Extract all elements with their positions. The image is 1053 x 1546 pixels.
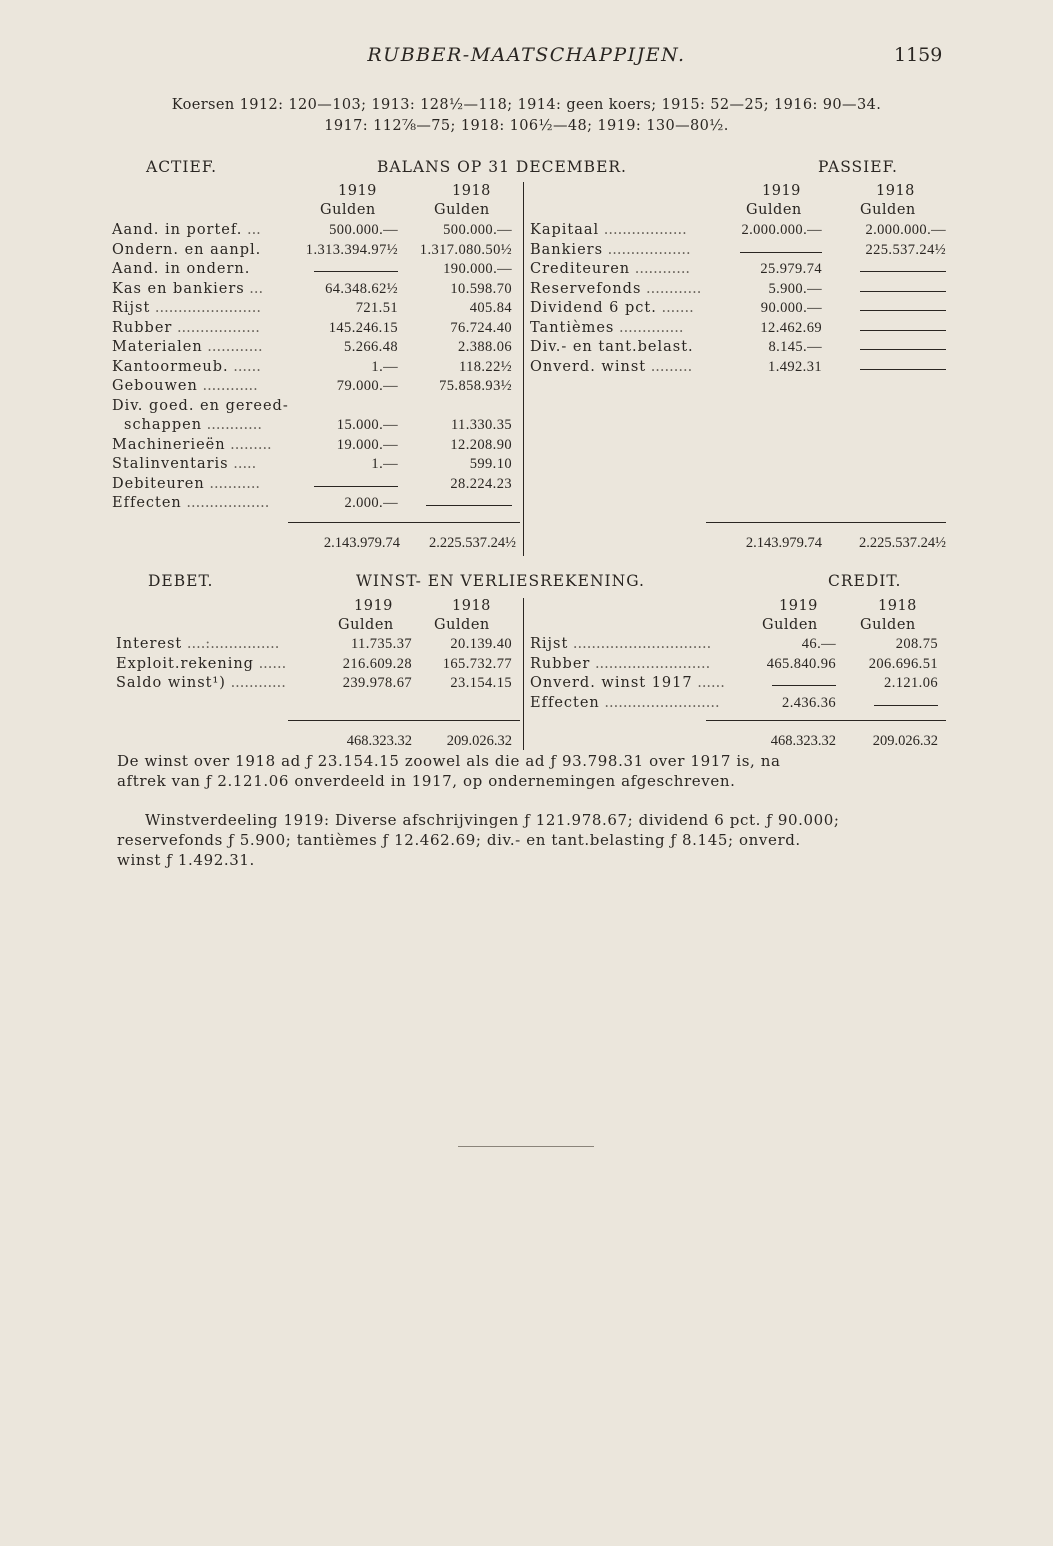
actief-row-label <box>112 222 261 238</box>
actief-row-label-text: Div. goed. en gereed- <box>112 397 289 414</box>
balans-left-year-1919: 1919 <box>338 183 377 199</box>
actief-row-value-1918: 405.84 <box>469 300 512 316</box>
passief-row-label-text: Onverd. winst <box>530 358 647 375</box>
debet-total-1919: 468.323.32 <box>346 733 412 749</box>
actief-row-value-1918: 599.10 <box>469 456 512 472</box>
actief-row-value-1919: 64.348.62½ <box>325 280 398 297</box>
passief-row-value-1919: 90.000.— <box>760 300 822 316</box>
actief-row-label-text: Machinerieën <box>112 436 226 453</box>
actief-row-label <box>112 378 258 394</box>
passief-row-label <box>530 222 687 238</box>
credit-row-leader-dots: ...... <box>692 675 725 691</box>
koersen-line-1: Koersen 1912: 120—103; 1913: 128½—118; 1914: geen koers; 1915: 52—25; 1916: 90—34. <box>171 97 882 113</box>
actief-row-value-1919: 2.000.— <box>344 495 398 511</box>
balans-left-unit-1918: Gulden <box>434 202 490 218</box>
actief-row-label-text: schappen <box>124 417 203 433</box>
credit-total-1918: 209.026.32 <box>872 733 938 749</box>
debet-row-value-1918: 165.732.77 <box>442 655 512 672</box>
passief-row-nil-dash <box>860 291 946 292</box>
actief-row-value-1919: 145.246.15 <box>328 319 398 336</box>
winstverdeeling-line-1: Winstverdeeling 1919: Diverse afschrijvingen ƒ 121.978.67; dividend 6 pct. ƒ 90.000; <box>145 811 840 829</box>
passief-total-rule <box>706 522 946 523</box>
actief-row-leader-dots: ....................... <box>150 300 261 316</box>
actief-row-nil-dash <box>426 505 512 506</box>
passief-row-label-text: Tantièmes <box>530 319 615 336</box>
passief-row-label <box>530 320 684 336</box>
actief-row-value-1919: 721.51 <box>355 300 398 316</box>
actief-row-value-1918: 76.724.40 <box>450 319 512 336</box>
passief-row-value-1919: 2.000.000.— <box>741 222 822 238</box>
actief-row-label <box>112 437 272 453</box>
actief-row-label <box>112 300 261 316</box>
actief-row-value-1918: 75.858.93½ <box>439 378 512 394</box>
actief-row-value-1918: 28.224.23 <box>450 475 512 492</box>
actief-row-leader-dots: .................. <box>181 495 270 511</box>
actief-row-label-text: Debiteuren <box>112 475 205 492</box>
credit-row-value-1919: 46.— <box>801 636 836 652</box>
wv-left-year-1919: 1919 <box>354 598 393 614</box>
debet-row-label <box>116 636 279 652</box>
actief-row-label-text: Rubber <box>112 319 173 336</box>
page-end-rule <box>458 1146 594 1147</box>
credit-total-rule <box>706 720 946 721</box>
koersen-line-2: 1917: 112⅞—75; 1918: 106½—48; 1919: 130—80½. <box>324 118 729 134</box>
passief-row-nil-dash <box>860 271 946 272</box>
actief-row-label-text: Kantoormeub. <box>112 358 229 375</box>
debet-row-label <box>116 675 286 691</box>
actief-row-value-1918: 500.000.— <box>443 222 512 238</box>
debet-row-leader-dots: ............ <box>225 675 286 691</box>
actief-row-label <box>124 417 262 433</box>
actief-row-value-1919: 1.313.394.97½ <box>305 241 398 258</box>
actief-row-value-1918: 1.317.080.50½ <box>419 241 512 258</box>
debet-row-value-1918: 23.154.15 <box>450 675 512 691</box>
debet-row-value-1919: 11.735.37 <box>350 636 412 652</box>
debet-row-label-text: Exploit.rekening <box>116 655 254 672</box>
actief-row-label <box>112 320 260 336</box>
actief-row-leader-dots: ............ <box>197 378 258 394</box>
passief-row-value-1919: 5.900.— <box>768 280 822 297</box>
passief-row-leader-dots: ............ <box>630 261 691 277</box>
actief-row-label-text: Stalinventaris <box>112 456 229 472</box>
passief-row-nil-dash <box>860 310 946 311</box>
credit-row-leader-dots: .............................. <box>568 636 712 652</box>
actief-row-label <box>112 281 263 297</box>
actief-row-label-text: Kas en bankiers <box>112 280 245 297</box>
passief-row-value-1919: 12.462.69 <box>760 319 822 336</box>
passief-row-value-1919: 8.145.— <box>768 339 822 355</box>
passief-row-label-text: Reservefonds <box>530 280 642 297</box>
passief-row-label <box>530 359 692 375</box>
wv-right-unit-1919: Gulden <box>762 617 818 633</box>
credit-row-nil-dash <box>874 705 938 706</box>
passief-total-1918: 2.225.537.24½ <box>859 535 946 551</box>
wv-left-year-1918: 1918 <box>452 598 491 614</box>
balans-right-unit-1918: Gulden <box>860 202 916 218</box>
passief-row-value-1918: 225.537.24½ <box>865 241 946 258</box>
credit-row-value-1919: 2.436.36 <box>782 694 836 711</box>
wv-left-unit-1918: Gulden <box>434 617 490 633</box>
passief-row-nil-dash <box>860 349 946 350</box>
actief-row-label <box>112 495 269 511</box>
actief-row-value-1919: 79.000.— <box>336 378 398 394</box>
actief-row-leader-dots: ......... <box>225 436 272 453</box>
debet-row-leader-dots: ...... <box>253 655 287 672</box>
debet-heading: DEBET. <box>148 572 214 590</box>
actief-row-label <box>112 456 256 472</box>
actief-row-label <box>112 476 260 492</box>
debet-row-value-1919: 216.609.28 <box>342 655 412 672</box>
wv-divider <box>523 598 524 750</box>
actief-row-value-1918: 190.000.— <box>443 261 512 277</box>
credit-row-label-text: Onverd. winst 1917 <box>530 675 693 691</box>
debet-row-leader-dots: ....:............... <box>182 636 280 652</box>
actief-row-leader-dots: ...... <box>228 358 261 375</box>
balans-left-year-1918: 1918 <box>452 183 491 199</box>
credit-row-value-1918: 206.696.51 <box>868 655 938 672</box>
passief-row-label <box>530 339 694 355</box>
balans-right-unit-1919: Gulden <box>746 202 802 218</box>
note-line-1: De winst over 1918 ad ƒ 23.154.15 zoowel als die ad ƒ 93.798.31 over 1917 is, na <box>117 752 781 770</box>
debet-row-label-text: Saldo winst¹) <box>116 675 226 691</box>
passief-row-leader-dots: .................. <box>599 222 687 238</box>
wv-left-unit-1919: Gulden <box>338 617 394 633</box>
passief-row-value-1919: 1.492.31 <box>768 358 822 375</box>
actief-row-value-1918: 12.208.90 <box>450 436 512 453</box>
balans-right-year-1919: 1919 <box>762 183 801 199</box>
passief-row-leader-dots: ....... <box>656 300 694 316</box>
credit-row-label <box>530 675 725 691</box>
actief-row-label-text: Aand. in ondern. <box>112 261 251 277</box>
actief-row-value-1919: 5.266.48 <box>344 339 398 355</box>
actief-row-label-text: Aand. in portef. <box>112 222 243 238</box>
passief-row-value-1918: 2.000.000.— <box>865 222 946 238</box>
balans-right-year-1918: 1918 <box>876 183 915 199</box>
passief-row-label-text: Dividend 6 pct. <box>530 300 657 316</box>
debet-total-rule <box>288 720 520 721</box>
passief-row-leader-dots: ............ <box>641 280 702 297</box>
page-number: 1159 <box>894 44 943 66</box>
actief-row-value-1919: 500.000.— <box>329 222 398 238</box>
debet-row-value-1919: 239.978.67 <box>342 675 412 691</box>
actief-total-1918: 2.225.537.24½ <box>429 535 516 551</box>
credit-total-1919: 468.323.32 <box>770 733 836 749</box>
actief-row-label-text: Ondern. en aanpl. <box>112 241 262 258</box>
actief-heading: ACTIEF. <box>146 158 218 176</box>
credit-row-label <box>530 695 720 711</box>
wv-right-year-1919: 1919 <box>779 598 818 614</box>
actief-row-value-1918: 10.598.70 <box>450 280 512 297</box>
actief-row-value-1919: 1.— <box>371 456 398 472</box>
actief-row-leader-dots: ... <box>244 280 264 297</box>
balans-divider <box>523 182 524 556</box>
passief-row-leader-dots: ......... <box>646 358 693 375</box>
passief-total-1919: 2.143.979.74 <box>745 535 822 551</box>
debet-total-1918: 209.026.32 <box>446 733 512 749</box>
running-title: RUBBER-MAATSCHAPPIJEN. <box>367 44 686 66</box>
balans-left-unit-1919: Gulden <box>320 202 376 218</box>
actief-row-value-1919: 19.000.— <box>336 436 398 453</box>
note-line-2: aftrek van ƒ 2.121.06 onverdeeld in 1917, op ondernemingen afgeschreven. <box>117 772 736 790</box>
actief-row-label-text: Rijst <box>112 300 151 316</box>
credit-row-leader-dots: ......................... <box>590 655 711 672</box>
actief-row-leader-dots: .................. <box>172 319 260 336</box>
passief-row-label-text: Div.- en tant.belast. <box>530 339 694 355</box>
actief-row-label <box>112 261 250 277</box>
wv-heading: WINST- EN VERLIESREKENING. <box>356 572 645 590</box>
passief-row-label <box>530 261 690 277</box>
wv-right-unit-1918: Gulden <box>860 617 916 633</box>
actief-total-1919: 2.143.979.74 <box>323 535 400 551</box>
wv-right-year-1918: 1918 <box>878 598 917 614</box>
winstverdeeling-line-2: reservefonds ƒ 5.900; tantièmes ƒ 12.462.69; div.- en tant.belasting ƒ 8.145; onverd. <box>117 831 801 849</box>
credit-row-value-1919: 465.840.96 <box>766 655 836 672</box>
passief-row-label <box>530 300 694 316</box>
passief-row-leader-dots: .............. <box>614 319 684 336</box>
credit-row-label <box>530 636 711 652</box>
actief-row-label <box>112 359 261 375</box>
passief-row-label <box>530 281 701 297</box>
actief-total-rule <box>288 522 520 523</box>
credit-row-leader-dots: ......................... <box>599 694 720 711</box>
passief-row-label-text: Kapitaal <box>530 222 600 238</box>
passief-heading: PASSIEF. <box>818 158 898 176</box>
credit-row-label-text: Effecten <box>530 694 600 711</box>
passief-row-label <box>530 242 691 258</box>
passief-row-nil-dash <box>860 369 946 370</box>
credit-row-label <box>530 656 710 672</box>
passief-row-label-text: Crediteuren <box>530 261 631 277</box>
credit-row-label-text: Rubber <box>530 655 591 672</box>
passief-row-value-1919: 25.979.74 <box>760 261 822 277</box>
balans-heading: BALANS OP 31 DECEMBER. <box>377 158 627 176</box>
credit-row-value-1918: 2.121.06 <box>884 675 938 691</box>
credit-row-value-1918: 208.75 <box>895 636 938 652</box>
actief-row-leader-dots: ............ <box>202 339 263 355</box>
actief-row-leader-dots: ........... <box>204 475 261 492</box>
actief-row-value-1918: 118.22½ <box>458 358 512 375</box>
actief-row-value-1918: 2.388.06 <box>458 339 512 355</box>
passief-row-leader-dots: .................. <box>603 241 691 258</box>
actief-row-label <box>112 398 289 414</box>
debet-row-label-text: Interest <box>116 636 183 652</box>
debet-row-value-1918: 20.139.40 <box>450 636 512 652</box>
actief-row-leader-dots: ............ <box>202 417 262 433</box>
actief-row-leader-dots: ..... <box>228 456 257 472</box>
actief-row-label-text: Effecten <box>112 495 182 511</box>
actief-row-value-1919: 15.000.— <box>336 417 398 433</box>
actief-row-leader-dots: ... <box>242 222 261 238</box>
passief-row-label-text: Bankiers <box>530 241 604 258</box>
debet-row-label <box>116 656 286 672</box>
actief-row-label-text: Materialen <box>112 339 203 355</box>
actief-row-value-1918: 11.330.35 <box>450 417 512 433</box>
actief-row-label <box>112 339 263 355</box>
actief-row-label-text: Gebouwen <box>112 378 198 394</box>
actief-row-value-1919: 1.— <box>371 358 398 375</box>
credit-heading: CREDIT. <box>828 572 902 590</box>
winstverdeeling-line-3: winst ƒ 1.492.31. <box>117 851 255 869</box>
passief-row-nil-dash <box>860 330 946 331</box>
actief-row-label <box>112 242 261 258</box>
credit-row-label-text: Rijst <box>530 636 569 652</box>
